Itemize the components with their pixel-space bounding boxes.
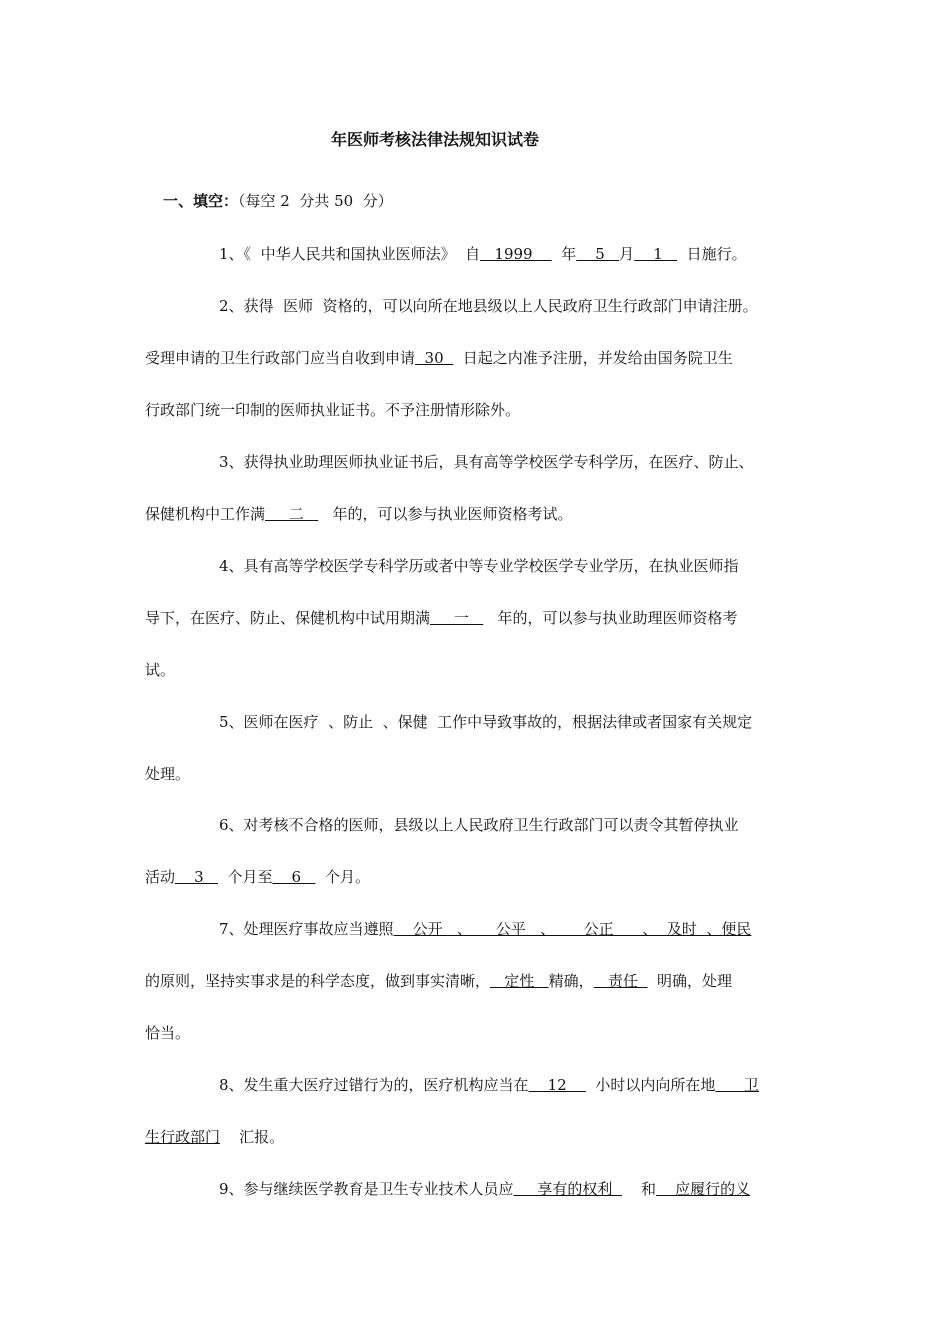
q3-blank-years: 二 [265,505,319,523]
q1-text-a: 1、《 中华人民共和国执业医师法》 自 [219,245,481,263]
q1-blank-month: 5 [576,245,620,263]
question-5-line-1: 5、医师在医疗 、防止 、保健 工作中导致事故的，根据法律或者国家有关规定 [219,713,753,731]
question-9-line-1 [219,1179,950,1199]
q9-blank-right: 享有的权利 [513,1180,622,1198]
question-4-line-3: 试。 [145,661,176,679]
q8-blank-dept-part1: 卫 [715,1076,759,1094]
question-6-line-2 [145,867,950,887]
q6-blank-min-months: 3 [175,868,218,886]
q1-text-d: 月 [619,245,635,263]
q7-blank-nature: 定性 [490,972,549,990]
q2-text-b: 日起之内准予注册，并发给由国务院卫生 [453,349,733,367]
q3-text-b: 年的，可以参与执业医师资格考试。 [318,505,573,523]
q8-blank-dept-part2: 生行政部门 [145,1128,221,1146]
q6-text-c: 个月。 [315,868,370,886]
q2-blank-days: 30 [415,349,454,367]
question-5-line-2: 处理。 [145,765,191,783]
question-2-line-3: 行政部门统一印制的医师执业证书。不予注册情形除外。 [145,401,521,419]
q6-blank-max-months: 6 [272,868,316,886]
question-8-line-1 [219,1075,950,1095]
question-7-line-2 [145,971,950,991]
question-4-line-1: 4、具有高等学校医学专科学历或者中等专业学校医学专业学历，在执业医师指 [219,557,739,575]
q8-blank-hours: 12 [528,1076,586,1094]
question-2-line-1: 2、获得 医师 资格的，可以向所在地县级以上人民政府卫生行政部门申请注册。 [219,297,758,315]
q6-text-b: 个月至 [217,868,273,886]
document-title: 年医师考核法律法规知识试卷 [330,130,539,149]
q1-blank-day: 1 [634,245,678,263]
q4-text-b: 年的，可以参与执业助理医师资格考 [483,609,738,627]
q3-text-a: 保健机构中工作满 [145,505,266,523]
q2-text-a: 受理申请的卫生行政部门应当自收到申请 [145,349,416,367]
q6-text-a: 活动 [145,868,176,886]
section-score-note: （每空 2 分共 50 分） [238,192,393,210]
section-heading-fill-blank [163,191,950,211]
q7-text-b: 的原则，坚持实事求是的科学态度，做到事实清晰， [145,972,491,990]
question-4-line-2 [145,608,950,628]
question-1 [219,244,950,264]
question-6-line-1: 6、对考核不合格的医师，县级以上人民政府卫生行政部门可以责令其暂停执业 [219,816,739,834]
q1-text-c: 年 [551,245,577,263]
q4-text-a: 导下，在医疗、防止、保健机构中试用期满 [145,609,431,627]
q8-text-c: 汇报。 [220,1128,285,1146]
q7-blank-responsibility: 责任 [593,972,648,990]
section-label: 一、填空： [163,192,239,210]
q8-text-a: 8、发生重大医疗过错行为的，医疗机构应当在 [219,1076,529,1094]
q9-blank-duty: 应履行的义 [656,1180,751,1198]
q7-text-d: 明确，处理 [647,972,733,990]
question-2-line-2 [145,348,950,368]
q1-blank-year: 1999 [480,245,552,263]
question-3-line-1: 3、获得执业助理医师执业证书后，具有高等学校医学专科学历，在医疗、防止、 [219,453,754,471]
q4-blank-years: 一 [430,609,484,627]
q9-text-b: 和 [621,1180,657,1198]
question-7-line-3: 恰当。 [145,1024,191,1042]
question-3-line-2 [145,504,950,524]
question-7-line-1 [219,919,950,939]
q9-text-a: 9、参与继续医学教育是卫生专业技术人员应 [219,1180,514,1198]
question-8-line-2 [145,1127,950,1147]
q7-text-a: 7、处理医疗事故应当遵照 [219,920,394,938]
q1-text-e: 日施行。 [677,245,747,263]
q7-text-c: 精确， [548,972,594,990]
q8-text-b: 小时以内向所在地 [585,1076,716,1094]
q7-blank-principles: 公开 、 公平 、 公正 、 及时 、便民 [393,920,752,938]
